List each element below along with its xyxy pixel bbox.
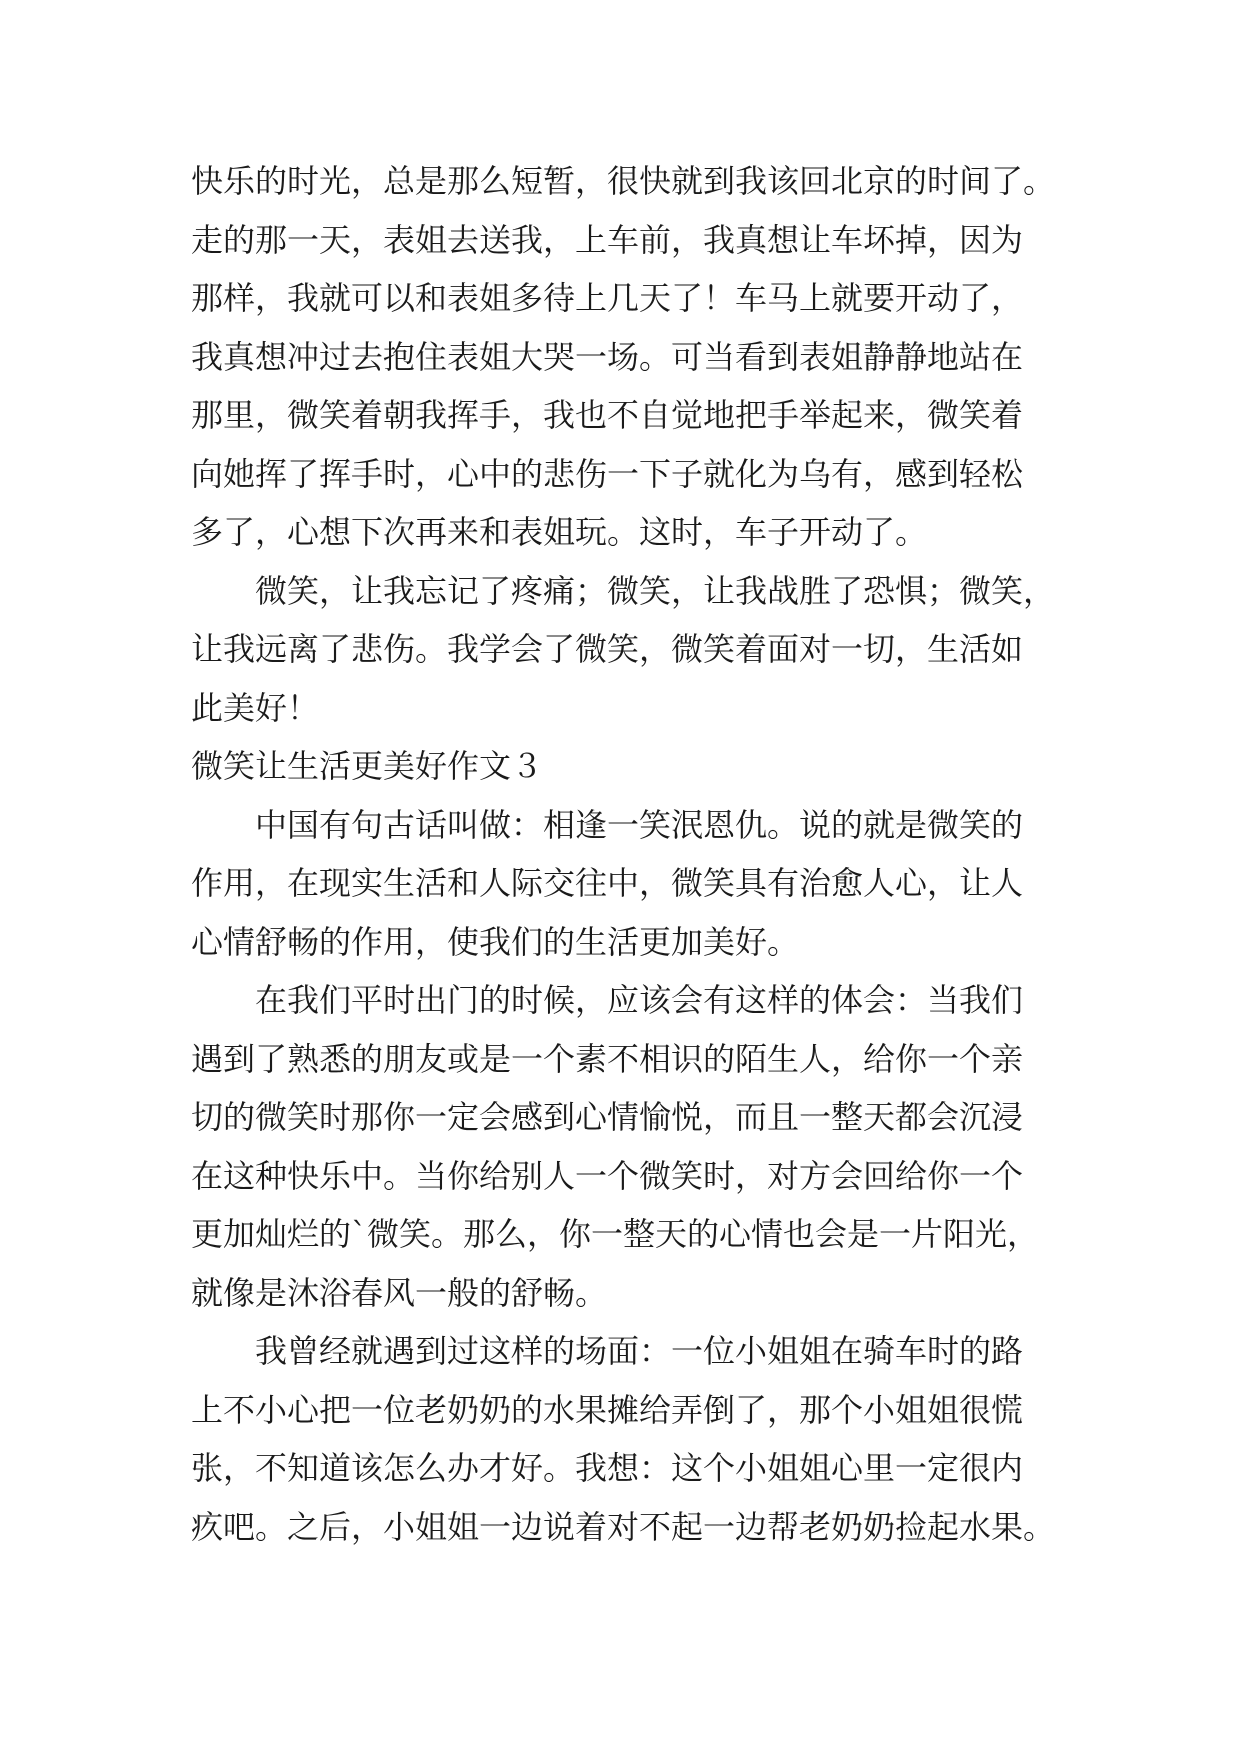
text-line: 让我远离了悲伤。我学会了微笑，微笑着面对一切，生活如 [191, 630, 1024, 668]
text-line: 上不小心把一位老奶奶的水果摊给弄倒了，那个小姐姐很慌 [191, 1390, 1024, 1429]
text-line: 那里，微笑着朝我挥手，我也不自觉地把手举起来，微笑着 [191, 396, 1024, 434]
text-line: 张，不知道该怎么办才好。我想：这个小姐姐心里一定很内 [191, 1449, 1024, 1487]
text-line: 更加灿烂的`微笑。那么，你一整天的心情也会是一片阳光， [191, 1215, 1040, 1253]
text-line: 此美好！ [191, 688, 320, 727]
essay-text [191, 152, 1071, 1556]
paragraph-first-line: 中国有句古话叫做：相逢一笑泯恩仇。说的就是微笑的 [255, 805, 1024, 844]
text-line: 心情舒畅的作用，使我们的生活更加美好。 [191, 922, 800, 961]
text-line: 就像是沐浴春风一般的舒畅。 [191, 1273, 608, 1312]
text-line: 快乐的时光，总是那么短暂，很快就到我该回北京的时间了。 [191, 162, 1056, 200]
text-line: 我真想冲过去抱住表姐大哭一场。可当看到表姐静静地站在 [191, 337, 1024, 376]
text-line: 作用，在现实生活和人际交往中，微笑具有治愈人心，让人 [191, 864, 1024, 902]
paragraph-first-line: 我曾经就遇到过这样的场面：一位小姐姐在骑车时的路 [255, 1332, 1024, 1370]
text-line: 遇到了熟悉的朋友或是一个素不相识的陌生人，给你一个亲 [191, 1039, 1024, 1078]
section-heading: 微笑让生活更美好作文３ [191, 747, 544, 785]
text-line: 多了，心想下次再来和表姐玩。这时，车子开动了。 [191, 513, 928, 551]
text-line: 切的微笑时那你一定会感到心情愉悦，而且一整天都会沉浸 [191, 1098, 1024, 1136]
paragraph-first-line: 微笑，让我忘记了疼痛；微笑，让我战胜了恐惧；微笑， [255, 571, 1056, 610]
text-line: 向她挥了挥手时，心中的悲伤一下子就化为乌有，感到轻松 [191, 454, 1024, 493]
text-line: 在这种快乐中。当你给别人一个微笑时，对方会回给你一个 [191, 1156, 1024, 1195]
text-line: 走的那一天，表姐去送我，上车前，我真想让车坏掉，因为 [191, 220, 1024, 259]
text-line: 那样，我就可以和表姐多待上几天了！车马上就要开动了， [191, 279, 1024, 317]
text-line: 疚吧。之后，小姐姐一边说着对不起一边帮老奶奶捡起水果。 [191, 1507, 1056, 1546]
paragraph-first-line: 在我们平时出门的时候，应该会有这样的体会：当我们 [255, 981, 1024, 1019]
